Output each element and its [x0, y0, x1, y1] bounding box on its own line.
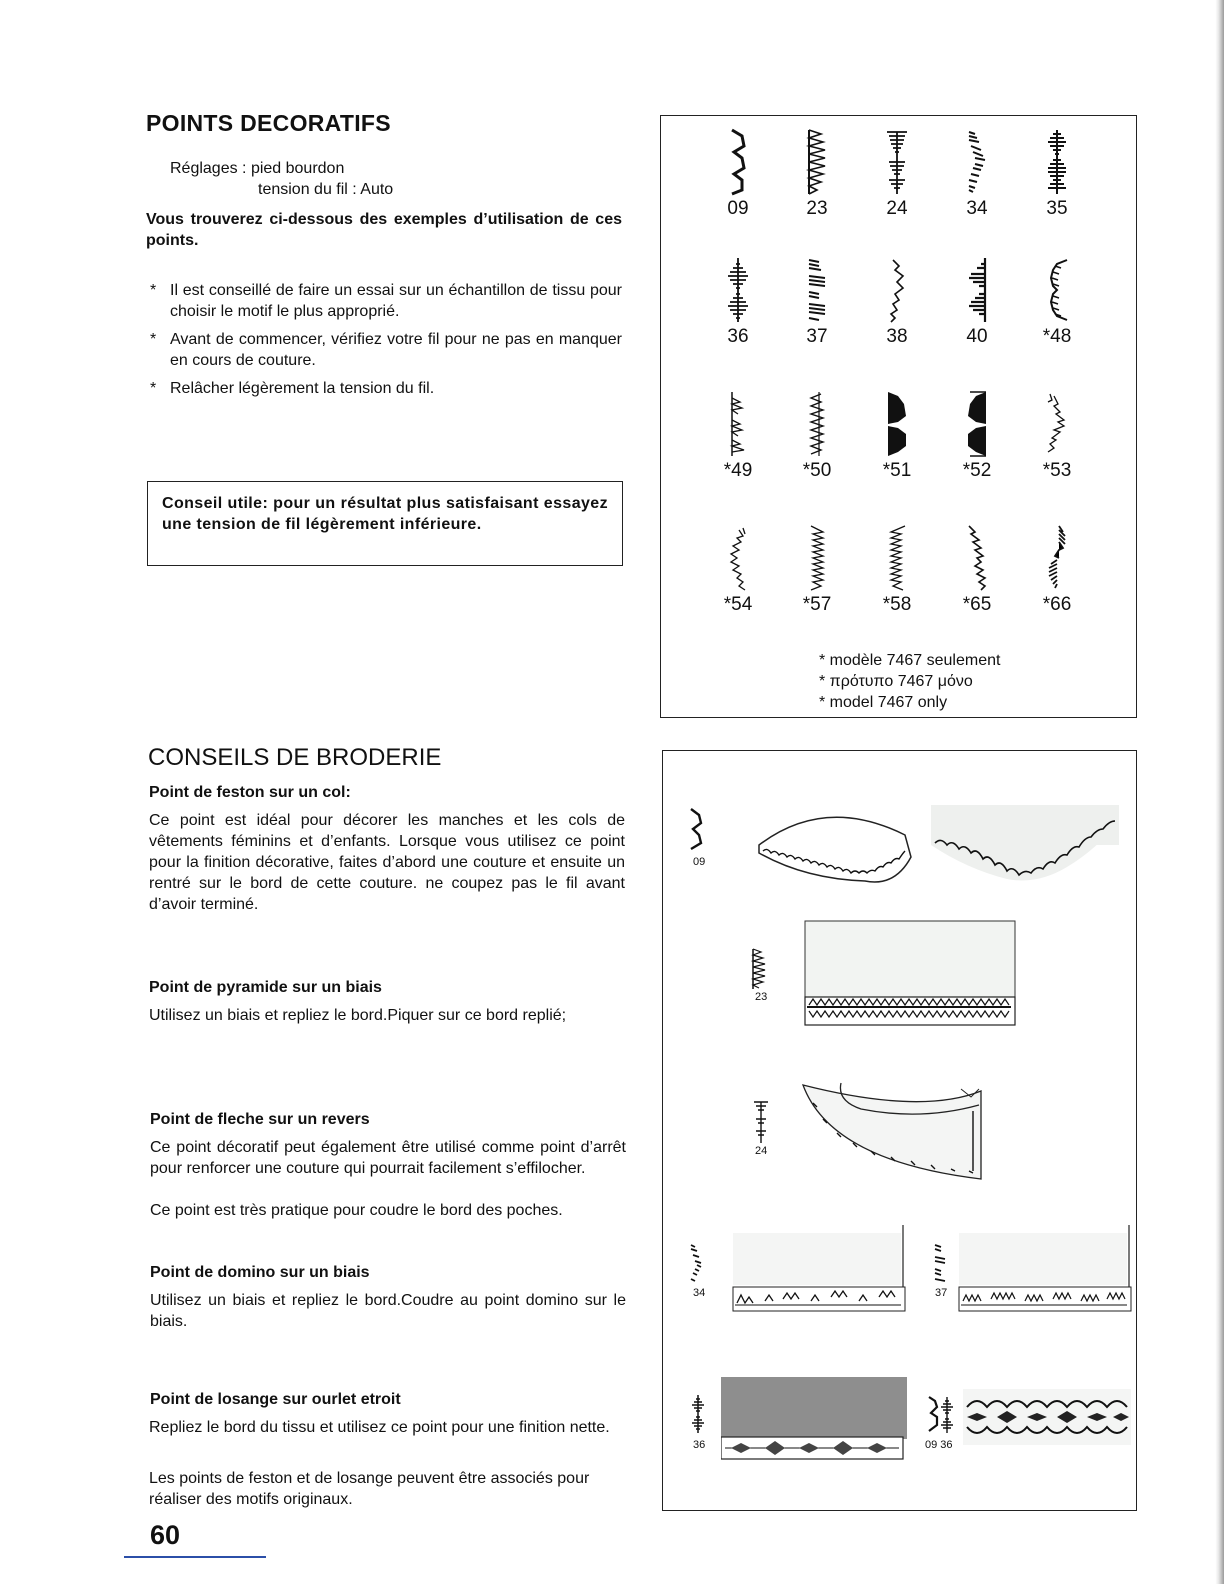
- stitch-40: [947, 256, 1007, 348]
- heading-fleche: Point de fleche sur un revers: [150, 1111, 370, 1128]
- stitch-34: [947, 128, 1007, 220]
- stitch-36-icon: [689, 1393, 707, 1435]
- stitch-53-icon: [1044, 390, 1070, 458]
- stitch-38: [867, 256, 927, 348]
- stitch-57: [787, 524, 847, 616]
- note-en: * model 7467 only: [819, 694, 948, 711]
- stitch-53: [1027, 390, 1087, 482]
- bias-pyramid-illustration: [803, 919, 1019, 1031]
- stitch-24-icon: [885, 128, 909, 196]
- stitch-number: 09: [727, 198, 749, 219]
- stitch-35: [1027, 128, 1087, 220]
- heading-losange: Point de losange sur ourlet etroit: [150, 1391, 401, 1408]
- heading-pyramide: Point de pyramide sur un biais: [149, 979, 382, 996]
- stitch-49: [708, 390, 768, 482]
- para-losange-1: Repliez le bord du tissu et utilisez ce point pour une finition nette.: [149, 1419, 610, 1436]
- stitch-number: 35: [1046, 198, 1068, 219]
- stitch-09-36-icon: [927, 1395, 957, 1435]
- settings-line-1: Réglages : pied bourdon: [170, 160, 345, 177]
- tip-box: [147, 481, 623, 566]
- tips-list: [148, 280, 622, 399]
- stitch-65: [947, 524, 1007, 616]
- page-edge-shadow: [1138, 0, 1224, 1584]
- stitch-number: *54: [723, 594, 753, 615]
- footer-rule: [124, 1556, 266, 1558]
- domino-34-illustration: [731, 1225, 909, 1321]
- stitch-36: [708, 256, 768, 348]
- stitch-35-icon: [1044, 128, 1070, 196]
- stitch-number: 37: [806, 326, 828, 347]
- stitch-number: *50: [802, 460, 832, 481]
- stitch-36-icon: [725, 256, 751, 324]
- stitch-number: *57: [802, 594, 832, 615]
- stitch-54-icon: [725, 524, 751, 592]
- stitch-number: *49: [723, 460, 753, 481]
- bullet-item: * Relâcher légèrement la tension du fil.: [148, 378, 622, 399]
- stitch-number: *52: [962, 460, 992, 481]
- illustration-label: 34: [693, 1287, 706, 1299]
- combo-09-36-illustration: [963, 1387, 1133, 1447]
- para-domino: Utilisez un biais et repliez le bord.Coudre au point domino sur le biais.: [150, 1292, 626, 1330]
- hem-36-illustration: [721, 1375, 911, 1465]
- stitch-65-icon: [965, 524, 989, 592]
- section-title-decoratifs: POINTS DECORATIFS: [146, 110, 391, 136]
- stitch-number: *53: [1042, 460, 1072, 481]
- model-notes: [819, 650, 1000, 713]
- illustration-label: 24: [755, 1145, 768, 1157]
- illustrations-box: [662, 750, 1137, 1511]
- stitch-37-icon: [933, 1243, 949, 1285]
- collar-scallop-illustration: [927, 799, 1127, 895]
- stitch-09-icon: [728, 128, 748, 196]
- stitch-number: *66: [1042, 594, 1072, 615]
- stitch-49-icon: [726, 390, 750, 458]
- stitch-58-icon: [885, 524, 909, 592]
- settings-line-2: tension du fil : Auto: [258, 181, 394, 198]
- stitch-number: *48: [1042, 326, 1072, 347]
- stitch-66: [1027, 524, 1087, 616]
- stitch-number: *65: [962, 594, 992, 615]
- stitch-chart-box: [660, 115, 1137, 718]
- note-fr: * modèle 7467 seulement: [819, 652, 1001, 669]
- para-losange-2: Les points de feston et de losange peuvent être associés pour réaliser des motifs originaux.: [149, 1470, 590, 1508]
- stitch-51: [867, 390, 927, 482]
- stitch-09: [708, 128, 768, 220]
- bullet-item: * Avant de commencer, vérifiez votre fil pour ne pas en manquer en cours de couture.: [148, 329, 622, 371]
- stitch-51-icon: [884, 390, 910, 458]
- para-fleche-2: Ce point est très pratique pour coudre le bord des poches.: [150, 1202, 563, 1219]
- stitch-24: [867, 128, 927, 220]
- stitch-number: *51: [882, 460, 912, 481]
- stitch-37: [787, 256, 847, 348]
- bullet-item: * Il est conseillé de faire un essai sur un échantillon de tissu pour choisir le motif le plus approprié.: [148, 280, 622, 322]
- stitch-34-icon: [965, 128, 989, 196]
- stitch-number: 38: [886, 326, 908, 347]
- stitch-54: [708, 524, 768, 616]
- stitch-23-icon: [805, 128, 829, 196]
- illustration-label: 36: [693, 1439, 706, 1451]
- para-pyramide: Utilisez un biais et repliez le bord.Piquer sur ce bord replié;: [149, 1007, 567, 1024]
- stitch-number: 36: [727, 326, 749, 347]
- stitch-number: 40: [966, 326, 988, 347]
- stitch-38-icon: [885, 256, 909, 324]
- stitch-23: [787, 128, 847, 220]
- illustration-label: 09 36: [925, 1439, 953, 1451]
- stitch-24-icon: [753, 1099, 769, 1145]
- stitch-57-icon: [805, 524, 829, 592]
- para-feston: Ce point est idéal pour décorer les manches et les cols de vêtements féminins et d’enfants. Lorsque vous utilisez ce point pour la finition décorative, faites d’abord une couture et ensuite un rentré sur le bord de cette couture. ne coupez pas le fil avant d’avoir terminé.: [149, 812, 625, 913]
- stitch-52: [947, 390, 1007, 482]
- domino-37-illustration: [957, 1225, 1135, 1321]
- stitch-58: [867, 524, 927, 616]
- stitch-50-icon: [805, 390, 829, 458]
- stitch-50: [787, 390, 847, 482]
- stitch-09-icon: [689, 807, 705, 853]
- lapel-illustration: [801, 1081, 991, 1181]
- stitch-48-icon: [1045, 256, 1069, 324]
- illustration-label: 23: [755, 991, 768, 1003]
- stitch-number: 34: [966, 198, 988, 219]
- intro-text: Vous trouverez ci-dessous des exemples d’utilisation de ces points.: [146, 211, 622, 249]
- collar-illustration: [755, 801, 915, 891]
- page-number: 60: [150, 1520, 181, 1550]
- section-title-broderie: CONSEILS DE BRODERIE: [148, 744, 442, 771]
- stitch-66-icon: [1045, 524, 1069, 592]
- tip-text: Conseil utile: pour un résultat plus satisfaisant essayez une tension de fil légèrement inférieure.: [162, 495, 608, 533]
- stitch-34-icon: [689, 1243, 705, 1285]
- stitch-number: 24: [886, 198, 908, 219]
- illustration-label: 37: [935, 1287, 948, 1299]
- note-gr: * πρότυπο 7467 μόνο: [819, 673, 973, 690]
- heading-domino: Point de domino sur un biais: [150, 1264, 370, 1281]
- stitch-40-icon: [965, 256, 989, 324]
- stitch-number: *58: [882, 594, 912, 615]
- illustration-label: 09: [693, 856, 706, 868]
- stitch-48: [1027, 256, 1087, 348]
- stitch-52-icon: [964, 390, 990, 458]
- para-fleche-1: Ce point décoratif peut également être utilisé comme point d’arrêt pour renforcer une couture qui pourrait facilement s’effilocher.: [150, 1139, 626, 1177]
- stitch-37-icon: [805, 256, 829, 324]
- stitch-23-icon: [751, 947, 767, 991]
- heading-feston: Point de feston sur un col:: [149, 784, 351, 801]
- stitch-number: 23: [806, 198, 828, 219]
